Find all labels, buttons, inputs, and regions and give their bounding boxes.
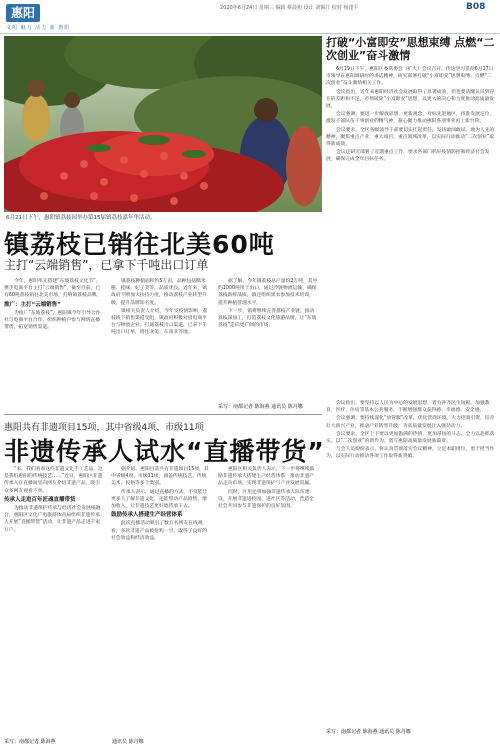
paragraph: 会议强调，要进一步解放思想、更新观念，对标先进地区，找准发展定位，激发干部队伍干事创业的精气神，凝心聚力推动惠阳各项事业再上新台阶。 xyxy=(326,112,495,125)
paragraph: 此次直播活动吸引了数万名网友在线观看，多款非遗产品被抢购一空，取得了良好的社会效益和经济效益。 xyxy=(111,521,207,541)
story1-column xyxy=(218,278,318,398)
right-story-body xyxy=(326,66,496,406)
story2-column xyxy=(4,466,104,736)
story2-column xyxy=(111,466,211,736)
section-heading: 鼓励传承人搭建生产经营体系 xyxy=(111,512,183,519)
paragraph: 与会人员纷纷表示，将认真贯彻落实会议精神，立足本职岗位，勇于担当作为，以实际行动推动各项工作取得新突破。 xyxy=(326,447,495,460)
story1-credit: 采写：南都记者 陈海燕 通讯员 陈丹娜 xyxy=(218,404,303,410)
right-story-headline: 打破“小富即安”思想束缚 点燃“二次创业”奋斗激情 xyxy=(326,36,495,62)
lead-photo xyxy=(4,36,322,212)
story2-headline: 非遗传承人试水“直播带货” xyxy=(4,437,325,466)
story1-column xyxy=(4,278,104,398)
page-code: B08 xyxy=(466,2,486,12)
section-heading: 传承人走进百年匠魂直播带货 xyxy=(4,496,76,503)
story2-credit: 采写：南都记者 陈海燕 xyxy=(4,739,56,745)
story2-body xyxy=(4,466,322,736)
paragraph: 传承人表示，通过直播的方式，不仅能让更多人了解非遗文化，还能带动产品销售，增加收入，让非遗技艺更好地传承下去。 xyxy=(111,489,208,510)
paragraph: 今年，惠阳率先搭建“东坡荔枝文化节”，携手电商平台主打“云端销售”，截至目前，已有60吨荔枝销往北美市场，打响镇荔枝品牌。 xyxy=(4,279,102,299)
story2-kicker: 惠阳共有非遗项目15项，其中省级4项、市级11项 xyxy=(4,423,204,433)
paragraph: 同时，区里还将加强非遗传承人队伍建设，开展非遗进校园、进社区等活动，营造全社会共同参与非遗保护的良好氛围。 xyxy=(218,489,314,510)
issue-line: 2020年6月24日 星期三 编辑 蔡晨旭 设计 刘锡江 校对 杨建平 xyxy=(220,5,359,11)
photo-caption: 6月21日下午，惠阳镇荔枝园举办第15届镇荔枝嘉年华活动。 xyxy=(6,215,156,221)
paragraph: 会议指出，要坚持以人民为中心的发展思想，着力补齐民生短板，加强教育、医疗、住房等基本公共服务，不断增强群众获得感、幸福感、安全感。 xyxy=(326,401,490,414)
right-story-credit: 采写：南都记者 陈海燕 通讯员 陈丹娜 xyxy=(326,729,411,735)
right-column-story xyxy=(326,36,496,406)
paragraph: 会议强调，要持续深化“放管服”改革，优化营商环境，大力招商引资，培育壮大新兴产业，推动产业转型升级，为高质量发展注入强劲动力。 xyxy=(326,416,495,429)
paper-logo: 惠阳 xyxy=(6,4,40,22)
paragraph: “来，我们看看这些非遗文化手工艺品，这是我们惠阳的传统技艺……”近日，惠阳区非遗传承人在直播间里向网友介绍非遗产品，吸引众多网友观看下单。 xyxy=(4,467,103,494)
paragraph: 会议要求，全区各级领导干部要切实扛起责任，发扬敢闯敢试、敢为人先的精神，聚焦重点产业、重大项目、重点领域改革，以实际行动推动“二次创业”取得新成效。 xyxy=(326,127,495,148)
paragraph: 据介绍，惠阳目前共有非遗项目15项，其中省级4项、市级11项，涵盖传统技艺、传统美术、民俗等多个类别。 xyxy=(111,467,209,487)
paragraph: 会议要求，全区上下要以更加饱满的热情、更加昂扬的斗志，全力以赴抓落实，以“二次创业”的新作为，谱写惠阳高质量发展新篇章。 xyxy=(326,431,495,445)
story1-headline: 镇荔枝已销往北美60吨 xyxy=(4,230,275,259)
paragraph: 6月19日下午，惠阳区委常委会（扩大）会议召开，传达学习贯彻6月17日市领导在惠阳调研时的讲话精神，研究部署打破“小富即安”思想束缚、点燃“二次创业”奋斗激情相关工作。 xyxy=(326,67,494,87)
paragraph: 会议还研究部署了近期重点工作，要求各部门抓好疫情防控和经济社会发展，确保完成全年目标任务。 xyxy=(326,150,490,163)
story2-credit-secondary: 通讯员 陈丹娜 xyxy=(112,739,144,745)
story-divider xyxy=(4,414,322,415)
paragraph: 镇相关负责人介绍，今年受疫情影响，荔枝线下销售渠道受阻，镇政府积极对接电商平台与物流企业，打通荔枝出口渠道，已拿下千吨出口订单，销往北美、东南亚等地。 xyxy=(111,308,208,336)
paragraph: 镇荔枝种植面积约5万亩，品种包括糯米糍、桂味、妃子笑等，品质优良。近年来，镇政府不断加大扶持力度，推动荔枝产业转型升级，提升品牌知名度。 xyxy=(111,279,207,306)
paragraph: 为推动非遗保护传承与经济社会发展相融合，惠阳区文化广电旅游体育局组织非遗传承人开展“直播带货”活动，让非遗产品走进千家万户。 xyxy=(4,506,101,533)
section-heading: 推广：主打“云端销售” xyxy=(4,301,61,308)
paragraph: 惠阳区相关负责人表示，下一步将继续鼓励非遗传承人搭建生产经营体系，推动非遗产品走向市场，实现非遗保护与产业发展双赢。 xyxy=(218,467,315,487)
story1-column xyxy=(111,278,211,398)
paragraph: 下一步，镇将继续完善荔枝产业链，推动荔枝深加工，打造荔枝文化旅游品牌，让“东坡荔枝”走向更广阔的市场。 xyxy=(218,308,317,329)
logo-slogan: 文明 魅力 活力 新 惠阳 xyxy=(6,25,71,31)
paragraph: 会议指出，近年来惠阳经济社会发展取得了显著成效，但也要清醒认识到存在的差距和不足，必须破除“小富即安”思想，以更大的决心和力度推动高质量发展。 xyxy=(326,89,495,110)
right-story-body-continued xyxy=(326,400,496,722)
paragraph: 据了解，今年镇荔枝总产量约2万吨，其中约1000吨用于出口，通过冷链物流运输，确保荔枝新鲜品质。镇还组织果农参加技术培训，提升种植管理水平。 xyxy=(218,279,318,306)
paragraph: 为推广“东坡荔枝”，惠阳镇今年引导合作社与电商平台合作，组织种植户参与网络直播带货，拓宽销售渠道。 xyxy=(4,310,101,331)
story1-body xyxy=(4,278,322,398)
story2-column xyxy=(218,466,318,736)
story1-subhead: 主打“云端销售”，已拿下千吨出口订单 xyxy=(4,258,209,272)
